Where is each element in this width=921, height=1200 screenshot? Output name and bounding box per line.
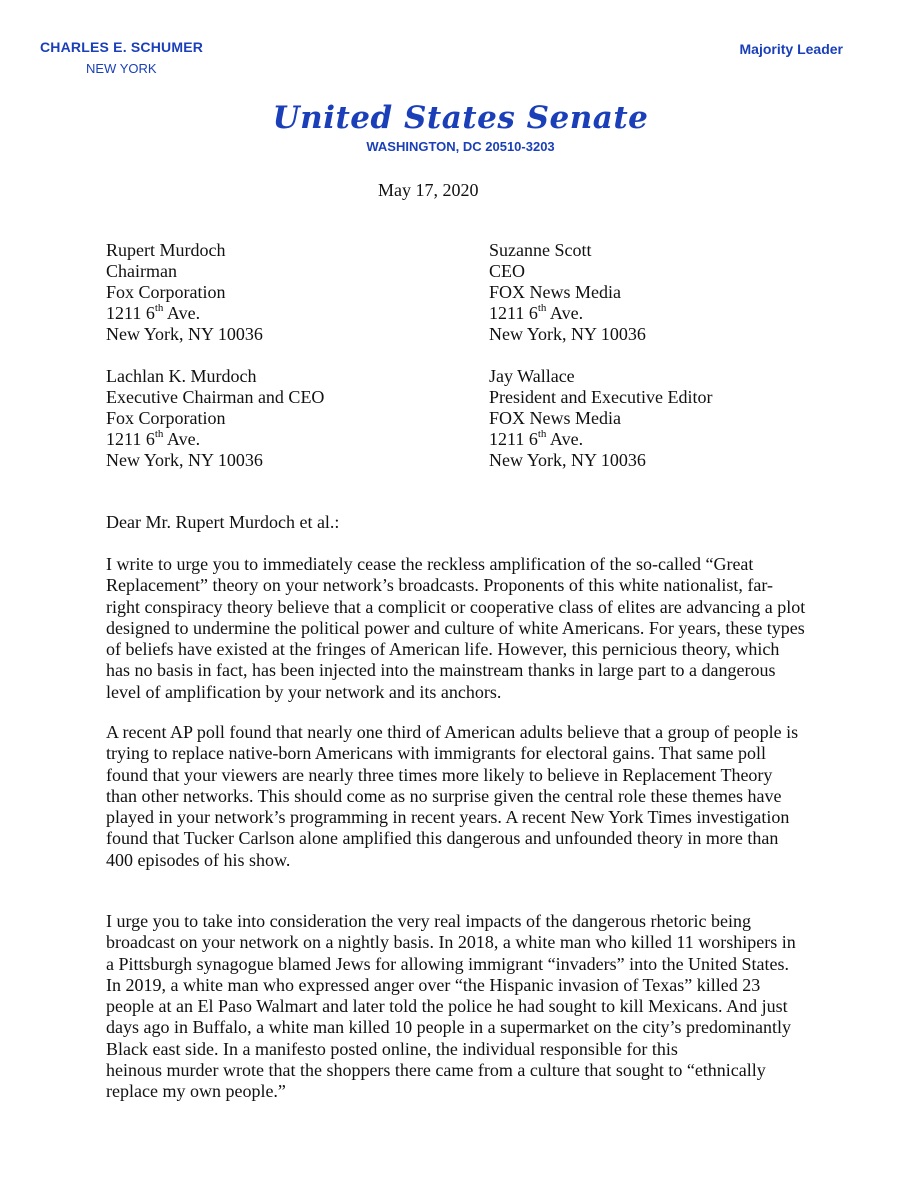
paragraph-line: heinous murder wrote that the shoppers there came from a culture that sought to “ethnically [106, 1060, 766, 1081]
recipient-org: FOX News Media [489, 408, 621, 428]
recipient-city: New York, NY 10036 [106, 324, 263, 344]
recipient-street [489, 303, 646, 324]
recipient-title: President and Executive Editor [489, 387, 713, 407]
recipient-city: New York, NY 10036 [489, 450, 646, 470]
street-number: 1211 6 [106, 303, 155, 323]
recipient-name: Jay Wallace [489, 366, 575, 386]
paragraph-line: I write to urge you to immediately cease the reckless amplification of the so-called “Great [106, 554, 754, 574]
body-paragraph [106, 554, 806, 703]
street-ordinal: th [154, 428, 164, 440]
street-number: 1211 6 [489, 303, 538, 323]
recipient-org: FOX News Media [489, 282, 621, 302]
paragraph-line: people at an El Paso Walmart and later told the police he had sought to kill Mexicans. And just [106, 996, 788, 1017]
paragraph-line: Black east side. In a manifesto posted online, the individual responsible for this [106, 1038, 678, 1059]
street-number: 1211 6 [489, 429, 538, 449]
recipient-street [106, 429, 324, 450]
street-rest: Ave. [546, 429, 584, 449]
paragraph-line: trying to replace native-born Americans with immigrants for electoral gains. That same poll [106, 743, 766, 764]
paragraph-line: found that your viewers are nearly three times more likely to believe in Replacement Theory [106, 764, 773, 785]
recipient-block [489, 240, 646, 345]
paragraph-line: right conspiracy theory believe that a complicit or cooperative class of elites are advancing a plot [106, 596, 806, 617]
paragraph-line: broadcast on your network on a nightly basis. In 2018, a white man who killed 11 worshipers in [106, 932, 796, 953]
recipient-block [106, 240, 263, 345]
paragraph-line: I urge you to take into consideration the very real impacts of the dangerous rhetoric being [106, 911, 751, 931]
street-ordinal: th [154, 302, 164, 314]
recipient-title: Chairman [106, 261, 177, 281]
body-paragraph [106, 722, 806, 871]
recipient-street [106, 303, 263, 324]
recipient-street [489, 429, 712, 450]
paragraph-line: has no basis in fact, has been injected into the mainstream thanks in large part to a dangerous [106, 660, 776, 681]
recipient-org: Fox Corporation [106, 408, 226, 428]
street-number: 1211 6 [106, 429, 155, 449]
paragraph-line: designed to undermine the political power and culture of white Americans. For years, these types [106, 617, 805, 638]
paragraph-line: a Pittsburgh synagogue blamed Jews for allowing immigrant “invaders” into the United States. [106, 953, 790, 974]
recipient-city: New York, NY 10036 [106, 450, 263, 470]
paragraph-line: found that Tucker Carlson alone amplified this dangerous and unfounded theory in more than [106, 828, 779, 849]
sender-name: CHARLES E. SCHUMER [40, 39, 204, 55]
paragraph-line: In 2019, a white man who expressed anger over “the Hispanic invasion of Texas” killed 23 [106, 974, 761, 995]
paragraph-line: than other networks. This should come as no surprise given the central role these themes have [106, 785, 782, 806]
recipient-name: Rupert Murdoch [106, 240, 226, 260]
letter-date: May 17, 2020 [378, 180, 479, 200]
paragraph-line: days ago in Buffalo, a white man killed 10 people in a supermarket on the city’s predominantly [106, 1017, 792, 1038]
paragraph-line: replace my own people.” [106, 1081, 286, 1102]
street-rest: Ave. [546, 303, 584, 323]
senate-wordmark: United States Senate [272, 100, 649, 136]
recipient-block [106, 366, 324, 471]
recipient-org: Fox Corporation [106, 282, 226, 302]
street-ordinal: th [537, 428, 547, 440]
street-rest: Ave. [163, 429, 201, 449]
sender-title: Majority Leader [739, 41, 843, 57]
sender-state: NEW YORK [86, 61, 157, 76]
paragraph-line: Replacement” theory on your network’s broadcasts. Proponents of this white nationalist, far- [106, 575, 773, 596]
salutation: Dear Mr. Rupert Murdoch et al.: [106, 512, 340, 532]
paragraph-line: 400 episodes of his show. [106, 849, 291, 870]
paragraph-line: of beliefs have existed at the fringes of American life. However, this pernicious theory, which [106, 639, 780, 660]
street-rest: Ave. [163, 303, 201, 323]
recipient-name: Suzanne Scott [489, 240, 592, 260]
paragraph-line: level of amplification by your network and its anchors. [106, 681, 502, 702]
recipient-title: Executive Chairman and CEO [106, 387, 325, 407]
recipient-name: Lachlan K. Murdoch [106, 366, 257, 386]
paragraph-line: A recent AP poll found that nearly one third of American adults believe that a group of people is [106, 722, 799, 742]
body-paragraph [106, 911, 806, 1103]
senate-address: WASHINGTON, DC 20510-3203 [366, 139, 555, 154]
street-ordinal: th [537, 302, 547, 314]
recipient-title: CEO [489, 261, 525, 281]
recipient-block [489, 366, 712, 471]
recipient-city: New York, NY 10036 [489, 324, 646, 344]
paragraph-line: played in your network’s programming in recent years. A recent New York Times investigation [106, 807, 790, 828]
